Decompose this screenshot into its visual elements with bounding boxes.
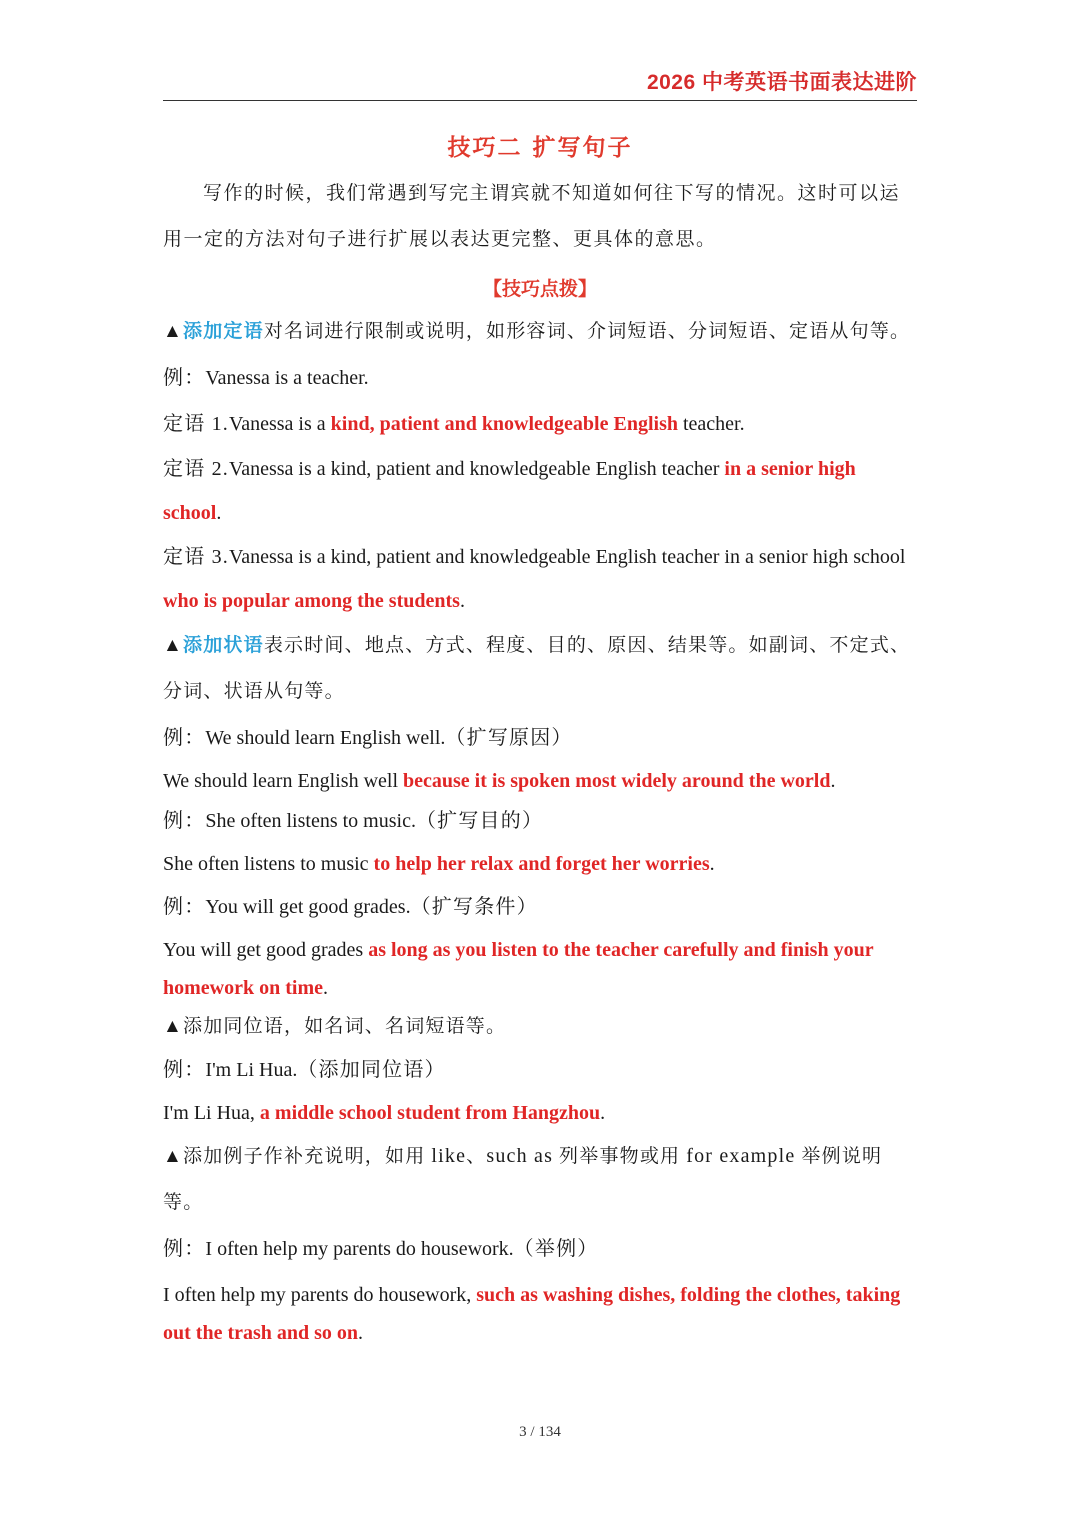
highlighted-expansion: as long as you listen to the teacher carefully and finish your homework on time	[163, 939, 874, 999]
expanded-sentence-2	[163, 447, 917, 535]
highlighted-expansion: in a senior high school	[163, 458, 856, 524]
section-title: 技巧二 扩写句子	[447, 135, 633, 161]
keyword-for-example: for example	[686, 1145, 796, 1167]
sentence-text: I often help my parents do housework,	[163, 1284, 477, 1306]
example-text: We should learn English well.	[205, 727, 446, 749]
highlighted-expansion: to help her relax and forget her worries	[373, 853, 710, 875]
example-label: 例：	[163, 896, 206, 918]
tip-keyword: 添加状语	[183, 635, 264, 656]
keyword-like: like	[431, 1145, 467, 1167]
page-header	[163, 62, 917, 101]
tip-description: 表示时间、地点、方式、程度、目的、原因、结果等。如副词、不定式、分词、状语从句等。	[163, 635, 911, 702]
tip-description: 、	[466, 1146, 487, 1167]
example-sentence	[163, 715, 917, 761]
sentence-label: 定语 1.	[163, 413, 229, 435]
triangle-marker-icon: ▲	[163, 635, 184, 656]
appositive-tip: ▲添加同位语，如名词、名词短语等。	[163, 1016, 507, 1037]
sentence-label: 定语 2.	[163, 458, 229, 480]
example-label: 例：	[163, 810, 206, 832]
example-text: You will get good grades.	[205, 896, 411, 918]
example-label: 例：	[163, 1238, 206, 1260]
example-note: （举例）	[513, 1238, 599, 1260]
tip-description: ▲添加例子作补充说明，如用	[163, 1146, 432, 1167]
example-label: 例：	[163, 367, 206, 389]
sentence-text: .	[459, 590, 465, 612]
example-text: I'm Li Hua.	[205, 1059, 298, 1081]
sentence-text: We should learn English well	[163, 770, 404, 792]
sentence-text: .	[709, 853, 715, 875]
example-sentence	[163, 1047, 917, 1093]
expanded-sentence	[163, 841, 917, 887]
expanded-sentence-1	[163, 401, 917, 447]
example-sentence	[163, 1226, 917, 1272]
sentence-text: .	[358, 1322, 364, 1344]
expanded-sentence-3	[163, 535, 917, 623]
highlighted-expansion: such as washing dishes, folding the clothes, taking out the trash and so on	[163, 1284, 901, 1344]
sentence-text: Vanessa is a kind, patient and knowledgeable English teacher in a senior high school	[229, 546, 906, 568]
expanded-sentence	[163, 1093, 917, 1133]
keyword-such-as: such as	[486, 1145, 554, 1167]
sentence-text: .	[216, 502, 222, 524]
highlighted-expansion: a middle school student from Hangzhou	[259, 1102, 601, 1124]
sentence-label: 定语 3.	[163, 546, 229, 568]
header-title: 2026 中考英语书面表达进阶	[646, 71, 917, 94]
example-text: She often listens to music.	[205, 810, 416, 832]
example-label: 例：	[163, 727, 206, 749]
example-text: Vanessa is a teacher.	[205, 367, 369, 389]
page-number: 3 / 134	[519, 1424, 561, 1440]
example-sentence	[163, 355, 917, 401]
adverbial-tip	[163, 623, 917, 715]
highlighted-expansion: because it is spoken most widely around the world	[403, 770, 831, 792]
example-label: 例：	[163, 1059, 206, 1081]
example-note: （扩写条件）	[410, 896, 538, 918]
sentence-text: teacher.	[677, 413, 745, 435]
sentence-text: Vanessa is a kind, patient and knowledgeable English teacher	[229, 458, 725, 480]
highlighted-expansion: kind, patient and knowledgeable English	[330, 413, 678, 435]
expanded-sentence	[163, 1276, 917, 1352]
tip-description: 对名词进行限制或说明，如形容词、介词短语、分词短语、定语从句等。	[263, 321, 911, 342]
tip-keyword: 添加定语	[183, 321, 264, 342]
document-body	[163, 125, 917, 1352]
tips-heading: 【技巧点拨】	[482, 278, 597, 300]
tip-description: 举例说明等。	[163, 1146, 883, 1213]
example-sentence	[163, 887, 917, 927]
sentence-text: You will get good grades	[163, 939, 369, 961]
example-note: （添加同位语）	[297, 1059, 446, 1081]
example-text: I often help my parents do housework.	[205, 1238, 514, 1260]
triangle-marker-icon: ▲	[163, 321, 184, 342]
expanded-sentence	[163, 931, 917, 1007]
tip-description: 列举事物或用	[553, 1146, 687, 1167]
example-note: （扩写原因）	[445, 727, 573, 749]
sentence-text: I'm Li Hua,	[163, 1102, 260, 1124]
highlighted-expansion: who is popular among the students	[163, 590, 460, 612]
sentence-text: .	[830, 770, 836, 792]
example-sentence	[163, 801, 917, 841]
expanded-sentence	[163, 761, 917, 801]
sentence-text: Vanessa is a	[229, 413, 331, 435]
example-note: （扩写目的）	[415, 810, 544, 832]
sentence-text: .	[322, 977, 328, 999]
sentence-text: She often listens to music	[163, 853, 374, 875]
sentence-text: .	[600, 1102, 606, 1124]
intro-paragraph: 写作的时候，我们常遇到写完主谓宾就不知道如何往下写的情况。这时可以运用一定的方法对句子进行扩展以表达更完整、更具体的意思。	[163, 183, 901, 250]
examples-tip	[163, 1133, 917, 1226]
attributive-tip	[163, 309, 917, 355]
